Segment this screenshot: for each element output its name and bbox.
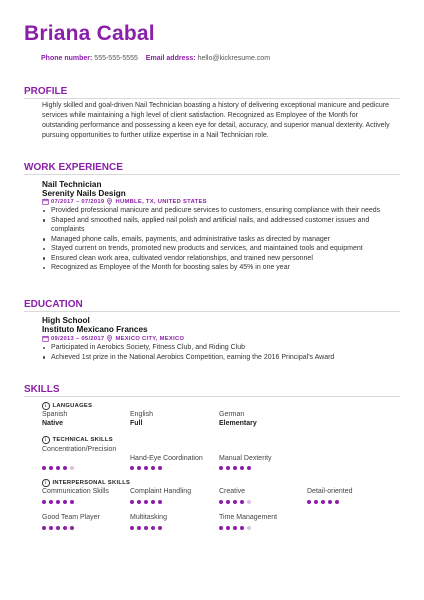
experience-bullets	[42, 206, 392, 273]
rating-dot-filled	[70, 526, 74, 530]
list-item: Ensured clean work area, cultivated vendor relationships, and trained new personnel	[42, 254, 392, 264]
email-value: hello@kickresume.com	[197, 55, 271, 62]
list-item: Participated in Aerobics Society, Fitness Club, and Riding Club	[42, 343, 392, 353]
candidate-name: Briana Cabal	[24, 22, 155, 45]
skill-rating	[219, 500, 251, 504]
rating-dot-filled	[56, 526, 60, 530]
languages-heading	[42, 402, 92, 410]
rating-dot-filled	[151, 526, 155, 530]
skill-rating	[130, 500, 162, 504]
interpersonal-skill-name: Complaint Handling	[130, 488, 192, 495]
profile-text: Highly skilled and goal-driven Nail Technician boasting a history of delivering exceptional manicure and pedicure services while maintaining a high level of client satisfaction. Recognized as Employee of the Month for outstanding performance and possessing a keen eye for detail, accuracy, and superior manual dexterity. Actively pursuing opportunities to further utilize expertise in a Nail Technician role.	[42, 102, 390, 140]
calendar-icon	[42, 198, 49, 205]
rating-dot-filled	[130, 466, 134, 470]
interpersonal-skill-name: Good Team Player	[42, 514, 100, 521]
job-dates: 07/2017 – 07/2019	[51, 198, 105, 205]
rating-dot-filled	[158, 500, 162, 504]
language-name: Spanish	[42, 411, 68, 418]
rating-dot-filled	[328, 500, 332, 504]
rating-dot-filled	[314, 500, 318, 504]
info-circle-icon: i	[42, 436, 50, 444]
job-meta	[42, 198, 207, 205]
languages-label: LANGUAGES	[52, 402, 93, 409]
rating-dot-filled	[151, 500, 155, 504]
rating-dot-filled	[49, 500, 53, 504]
experience-divider	[24, 174, 400, 175]
interpersonal-label: INTERPERSONAL SKILLS	[52, 479, 131, 486]
education-bullets	[42, 343, 392, 362]
technical-label: TECHNICAL SKILLS	[52, 436, 113, 443]
location-pin-icon	[106, 335, 113, 342]
calendar-icon	[42, 335, 49, 342]
contact-line	[41, 55, 270, 62]
rating-dot-filled	[63, 466, 67, 470]
rating-dot-filled	[158, 466, 162, 470]
experience-heading: WORK EXPERIENCE	[24, 162, 123, 173]
job-title: Nail Technician	[42, 180, 102, 189]
rating-dot-filled	[130, 526, 134, 530]
rating-dot-filled	[240, 466, 244, 470]
list-item: Recognized as Employee of the Month for boosting sales by 45% in one year	[42, 263, 392, 273]
rating-dot-filled	[226, 500, 230, 504]
rating-dot-filled	[219, 526, 223, 530]
interpersonal-heading	[42, 479, 130, 487]
interpersonal-skill-name: Creative	[219, 488, 246, 495]
rating-dot-filled	[49, 526, 53, 530]
language-level: Native	[42, 420, 64, 427]
rating-dot-filled	[49, 466, 53, 470]
job-location: HUMBLE, TX, UNITED STATES	[115, 198, 207, 205]
rating-dot-filled	[42, 526, 46, 530]
rating-dot-filled	[137, 500, 141, 504]
rating-dot-filled	[335, 500, 339, 504]
company-name: Serenity Nails Design	[42, 189, 126, 198]
interpersonal-skill-name: Communication Skills	[42, 488, 109, 495]
interpersonal-skill-name: Multitasking	[130, 514, 167, 521]
rating-dot-filled	[219, 500, 223, 504]
location-pin-icon	[106, 198, 113, 205]
education-location: MEXICO CITY, MEXICO	[115, 335, 185, 342]
skill-rating	[42, 526, 74, 530]
rating-dot-filled	[240, 500, 244, 504]
rating-dot-filled	[226, 466, 230, 470]
rating-dot-filled	[144, 526, 148, 530]
technical-heading	[42, 436, 113, 444]
rating-dot-filled	[63, 526, 67, 530]
interpersonal-skill-name: Time Management	[219, 514, 278, 521]
list-item: Achieved 1st prize in the National Aerobics Competition, earning the 2016 Principal's Award	[42, 353, 392, 363]
education-meta	[42, 335, 184, 342]
rating-dot-filled	[137, 466, 141, 470]
rating-dot-filled	[307, 500, 311, 504]
language-name: German	[219, 411, 245, 418]
rating-dot-filled	[240, 526, 244, 530]
rating-dot-empty	[247, 500, 251, 504]
rating-dot-filled	[130, 500, 134, 504]
rating-dot-filled	[219, 466, 223, 470]
info-circle-icon: i	[42, 479, 50, 487]
skill-rating	[42, 466, 74, 470]
rating-dot-filled	[70, 500, 74, 504]
phone-value: 555-555-5555	[94, 55, 138, 62]
rating-dot-filled	[56, 466, 60, 470]
language-level: Full	[130, 420, 143, 427]
rating-dot-filled	[144, 466, 148, 470]
list-item: Provided professional manicure and pedicure services to customers, ensuring compliance with their needs	[42, 206, 392, 216]
skills-divider	[24, 396, 400, 397]
education-heading: EDUCATION	[24, 299, 83, 310]
education-divider	[24, 311, 400, 312]
profile-heading: PROFILE	[24, 86, 68, 97]
rating-dot-filled	[151, 466, 155, 470]
list-item: Stayed current on trends, promoted new products and services, and maintained tools and equipment	[42, 244, 392, 254]
rating-dot-filled	[158, 526, 162, 530]
rating-dot-filled	[137, 526, 141, 530]
email-label: Email address:	[145, 55, 196, 62]
interpersonal-skill-name: Detail-oriented	[307, 488, 353, 495]
info-circle-icon: i	[42, 402, 50, 410]
language-level: Elementary	[219, 420, 257, 427]
rating-dot-filled	[233, 466, 237, 470]
rating-dot-empty	[247, 526, 251, 530]
school-name: Instituto Mexicano Frances	[42, 325, 148, 334]
rating-dot-filled	[42, 500, 46, 504]
rating-dot-filled	[247, 466, 251, 470]
list-item: Shaped and smoothed nails, applied nail polish and artificial nails, and addressed customer issues and complaints	[42, 216, 392, 235]
skill-rating	[130, 466, 162, 470]
rating-dot-filled	[226, 526, 230, 530]
skill-rating	[307, 500, 339, 504]
skills-heading: SKILLS	[24, 384, 60, 395]
skill-rating	[42, 500, 74, 504]
technical-skill-name: Concentration/Precision	[42, 446, 117, 453]
phone-label: Phone number:	[41, 55, 93, 62]
rating-dot-filled	[321, 500, 325, 504]
rating-dot-filled	[42, 466, 46, 470]
profile-divider	[24, 98, 400, 99]
skill-rating	[219, 526, 251, 530]
technical-skill-name: Manual Dexterity	[219, 455, 272, 462]
rating-dot-empty	[70, 466, 74, 470]
language-name: English	[130, 411, 153, 418]
rating-dot-filled	[233, 526, 237, 530]
list-item: Managed phone calls, emails, payments, and administrative tasks as directed by manager	[42, 235, 392, 245]
degree: High School	[42, 316, 90, 325]
rating-dot-filled	[63, 500, 67, 504]
skill-rating	[219, 466, 251, 470]
education-dates: 09/2013 – 05/2017	[51, 335, 105, 342]
rating-dot-filled	[56, 500, 60, 504]
rating-dot-filled	[144, 500, 148, 504]
technical-skill-name: Hand-Eye Coordination	[130, 455, 203, 462]
skill-rating	[130, 526, 162, 530]
rating-dot-filled	[233, 500, 237, 504]
